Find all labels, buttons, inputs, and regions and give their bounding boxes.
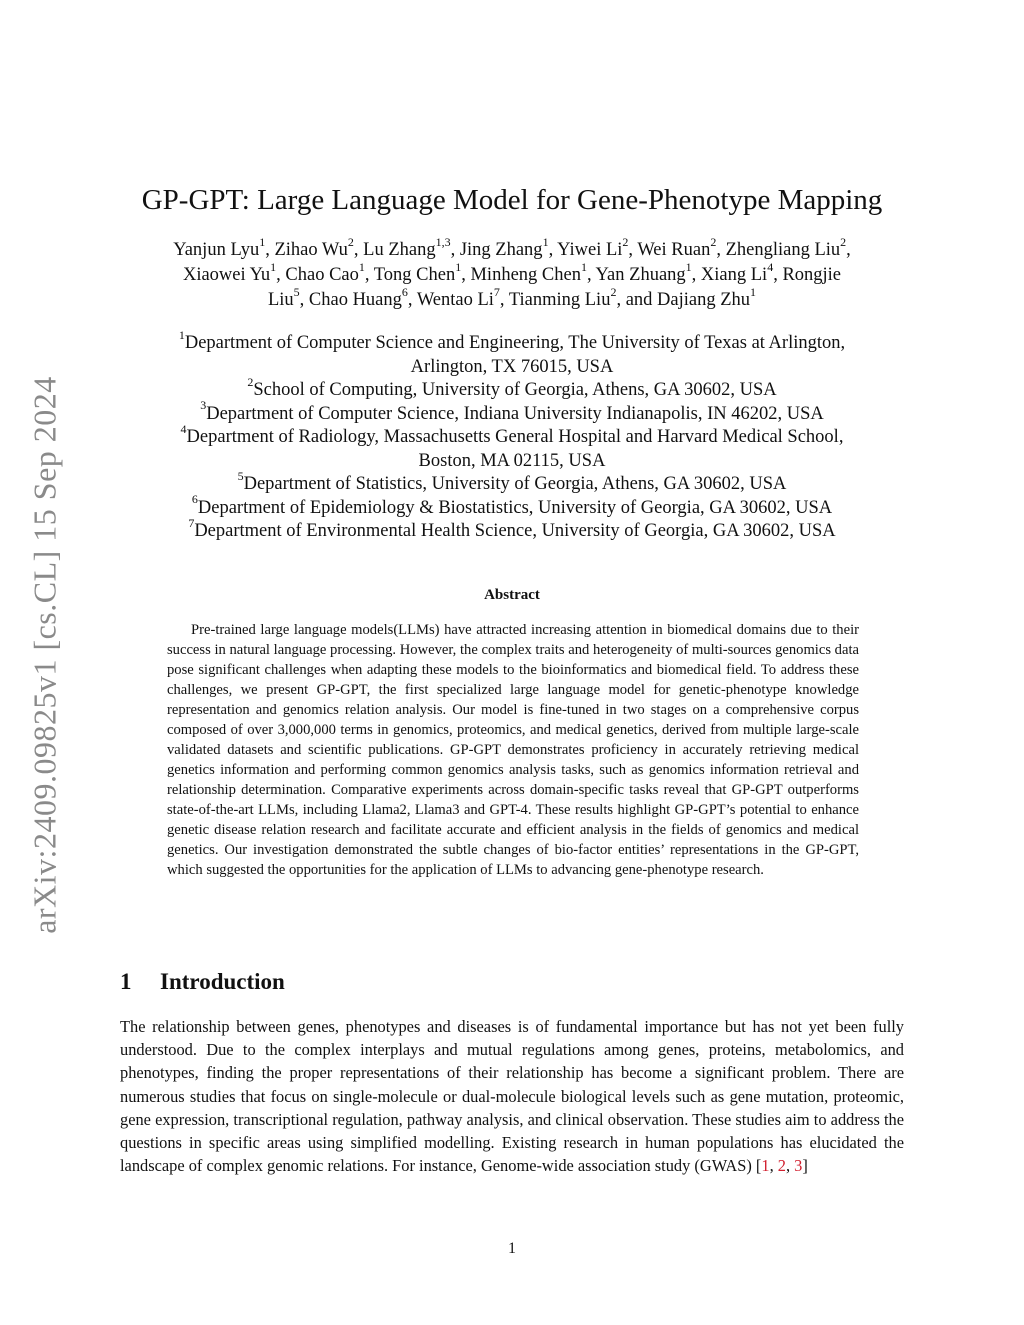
affiliation-text: Department of Epidemiology & Biostatistics, University of Georgia, GA 30602, USA [197,497,833,518]
affiliation-text: Department of Computer Science and Engineering, The University of Texas at Arlington, [184,333,846,353]
author-separator: , [548,240,558,260]
author-name: Zihao Wu [274,240,348,260]
author-affiliation-mark: 2 [710,234,717,249]
author-name: Chao Cao [285,265,359,285]
affiliation-text: Department of Statistics, University of Georgia, Athens, GA 30602, USA [243,474,787,494]
author-separator: , [499,290,509,310]
affiliation-line [110,398,914,427]
citation-sep: , [785,1156,795,1176]
affiliation-list [110,327,914,544]
affiliation-text: Department of Radiology, Massachusetts General Hospital and Harvard Medical School, [186,427,844,447]
author-name: Yanjun Lyu [173,240,260,260]
author-name: Jing Zhang [459,240,543,260]
author-separator: , [461,265,471,285]
affiliation-mark: 1 [178,327,185,342]
author-name: Minheng Chen [470,265,581,285]
author-affiliation-mark: 6 [401,284,408,299]
author-line [110,284,914,313]
author-name: Liu [267,290,294,310]
author-affiliation-mark: 2 [610,284,617,299]
affiliation-line [110,421,914,450]
author-name: Wentao Li [416,290,494,310]
affiliation-text: Department of Computer Science, Indiana University Indianapolis, IN 46202, USA [206,403,824,424]
affiliation-mark: 6 [191,492,198,507]
affiliation-line [110,492,914,521]
author-separator: , [364,265,374,285]
author-separator: , [773,265,783,285]
page-number: 1 [508,1240,516,1257]
author-affiliation-mark: 1 [358,259,365,274]
author-separator: , [450,240,460,260]
affiliation-line [110,450,914,474]
author-separator: , [691,265,701,285]
section-heading [120,969,285,995]
affiliation-mark: 5 [237,468,244,483]
author-affiliation-mark: 4 [767,259,774,274]
intro-text: The relationship between genes, phenotypes and diseases is of fundamental importance but has not yet been fully understood. Due to the complex interplays and mutual regulations among genes, proteins, metabolomics, and phenotypes, finding the proper representations of their relationship has become a significant problem. There are numerous studies that focus on single-molecule or dual-molecule biological levels such as gene mutation, proteomic, gene expression, transcriptional regulation, pathway analysis, and clinical observation. These studies aim to address the questions in specific areas using simplified modelling. Existing research in human populations has elucidated the landscape of complex genomic relations. For instance, Genome-wide association study (GWAS) [120,1017,904,1176]
author-name: Wei Ruan [637,240,711,260]
intro-paragraph [120,1015,904,1177]
author-name: Yan Zhuang [595,265,686,285]
affiliation-line [110,356,914,380]
affiliation-line [110,468,914,497]
author-affiliation-mark: 2 [840,234,847,249]
author-affiliation-mark: 5 [293,284,300,299]
citation-link-3[interactable]: 3 [794,1156,803,1176]
author-affiliation-mark: 1 [542,234,549,249]
affiliation-line [110,374,914,403]
author-affiliation-mark: 1 [259,234,266,249]
author-affiliation-mark: 1 [750,284,757,299]
citation-close: ] [802,1156,808,1176]
affiliation-text: Boston, MA 02115, USA [418,450,606,471]
abstract-body: Pre-trained large language models(LLMs) have attracted increasing attention in biomedical domains due to their success in natural language processing. However, the complex traits and heterogeneity of multi-sources genomics data pose significant challenges when adapting these models to the bioinformatics and biomedical field. To address these challenges, we present GP-GPT, the first specialized large language model for genetic-phenotype knowledge representation and genomics relation analysis. Our model is fine-tuned in two stages on a comprehensive corpus composed of over 3,000,000 terms in genomics, proteomics, and medical genetics, derived from multiple large-scale validated datasets and scientific publications. GP-GPT demonstrates proficiency in accurately retrieving medical genetics information and performing common genomics analysis tasks, such as genomics information retrieval and relationship determination. Comparative experiments across domain-specific tasks reveal that GP-GPT outperforms state-of-the-art LLMs, including Llama2, Llama3 and GPT-4. These results highlight GP-GPT’s potential to enhance genetic disease relation research and facilitate accurate and efficient analysis in the fields of genomics and medical genetics. Our investigation demonstrated the subtle changes of bio-factor entities’ representations in the GP-GPT, which suggested the opportunities for the application of LLMs to advancing gene-phenotype research. [167,622,859,878]
author-separator: , and [616,290,658,310]
author-line [110,259,914,288]
author-separator: , [846,240,851,260]
section-number: 1 [120,969,132,994]
citation-link-2[interactable]: 2 [777,1156,786,1176]
author-affiliation-mark: 1 [455,259,462,274]
section-title: Introduction [160,969,285,994]
citation-open: [ [755,1156,762,1176]
author-affiliation-mark: 2 [622,234,629,249]
author-name: Xiaowei Yu [182,265,271,285]
author-name: Dajiang Zhu [657,290,751,310]
citation-link-1[interactable]: 1 [761,1156,770,1176]
author-name: Yiwei Li [557,240,623,260]
author-affiliation-mark: 1 [685,259,692,274]
author-separator: , [299,290,309,310]
author-name: Tianming Liu [508,290,611,310]
author-separator: , [628,240,638,260]
affiliation-text: Department of Environmental Health Science, University of Georgia, GA 30602, USA [194,521,836,541]
paper-title: GP-GPT: Large Language Model for Gene-Phenotype Mapping [141,184,883,216]
author-separator: , [586,265,596,285]
author-name: Chao Huang [308,290,402,310]
affiliation-mark: 3 [200,398,207,413]
author-separator: , [407,290,417,310]
citation-sep: , [769,1156,778,1176]
author-name: Zhengliang Liu [725,240,841,260]
author-list [110,234,914,313]
author-affiliation-mark: 1 [580,259,587,274]
affiliation-mark: 7 [188,515,195,530]
author-name: Rongjie [782,265,842,285]
author-name: Xiang Li [700,265,768,285]
author-line [110,234,914,263]
affiliation-mark: 4 [180,421,187,436]
affiliation-line [110,327,914,356]
author-name: Lu Zhang [363,240,436,260]
author-name: Tong Chen [373,265,456,285]
affiliation-mark: 2 [247,374,254,389]
author-separator: , [265,240,275,260]
abstract-heading: Abstract [484,587,540,603]
affiliation-text: School of Computing, University of Georgia, Athens, GA 30602, USA [253,380,777,400]
author-separator: , [716,240,726,260]
author-separator: , [276,265,286,285]
affiliation-text: Arlington, TX 76015, USA [410,356,614,377]
affiliation-line [110,515,914,544]
author-affiliation-mark: 1 [270,259,277,274]
arxiv-stamp: arXiv:2409.09825v1 [cs.CL] 15 Sep 2024 [26,376,63,934]
author-affiliation-mark: 2 [347,234,354,249]
author-affiliation-mark: 1,3 [435,234,451,249]
author-affiliation-mark: 7 [493,284,500,299]
author-separator: , [353,240,364,260]
